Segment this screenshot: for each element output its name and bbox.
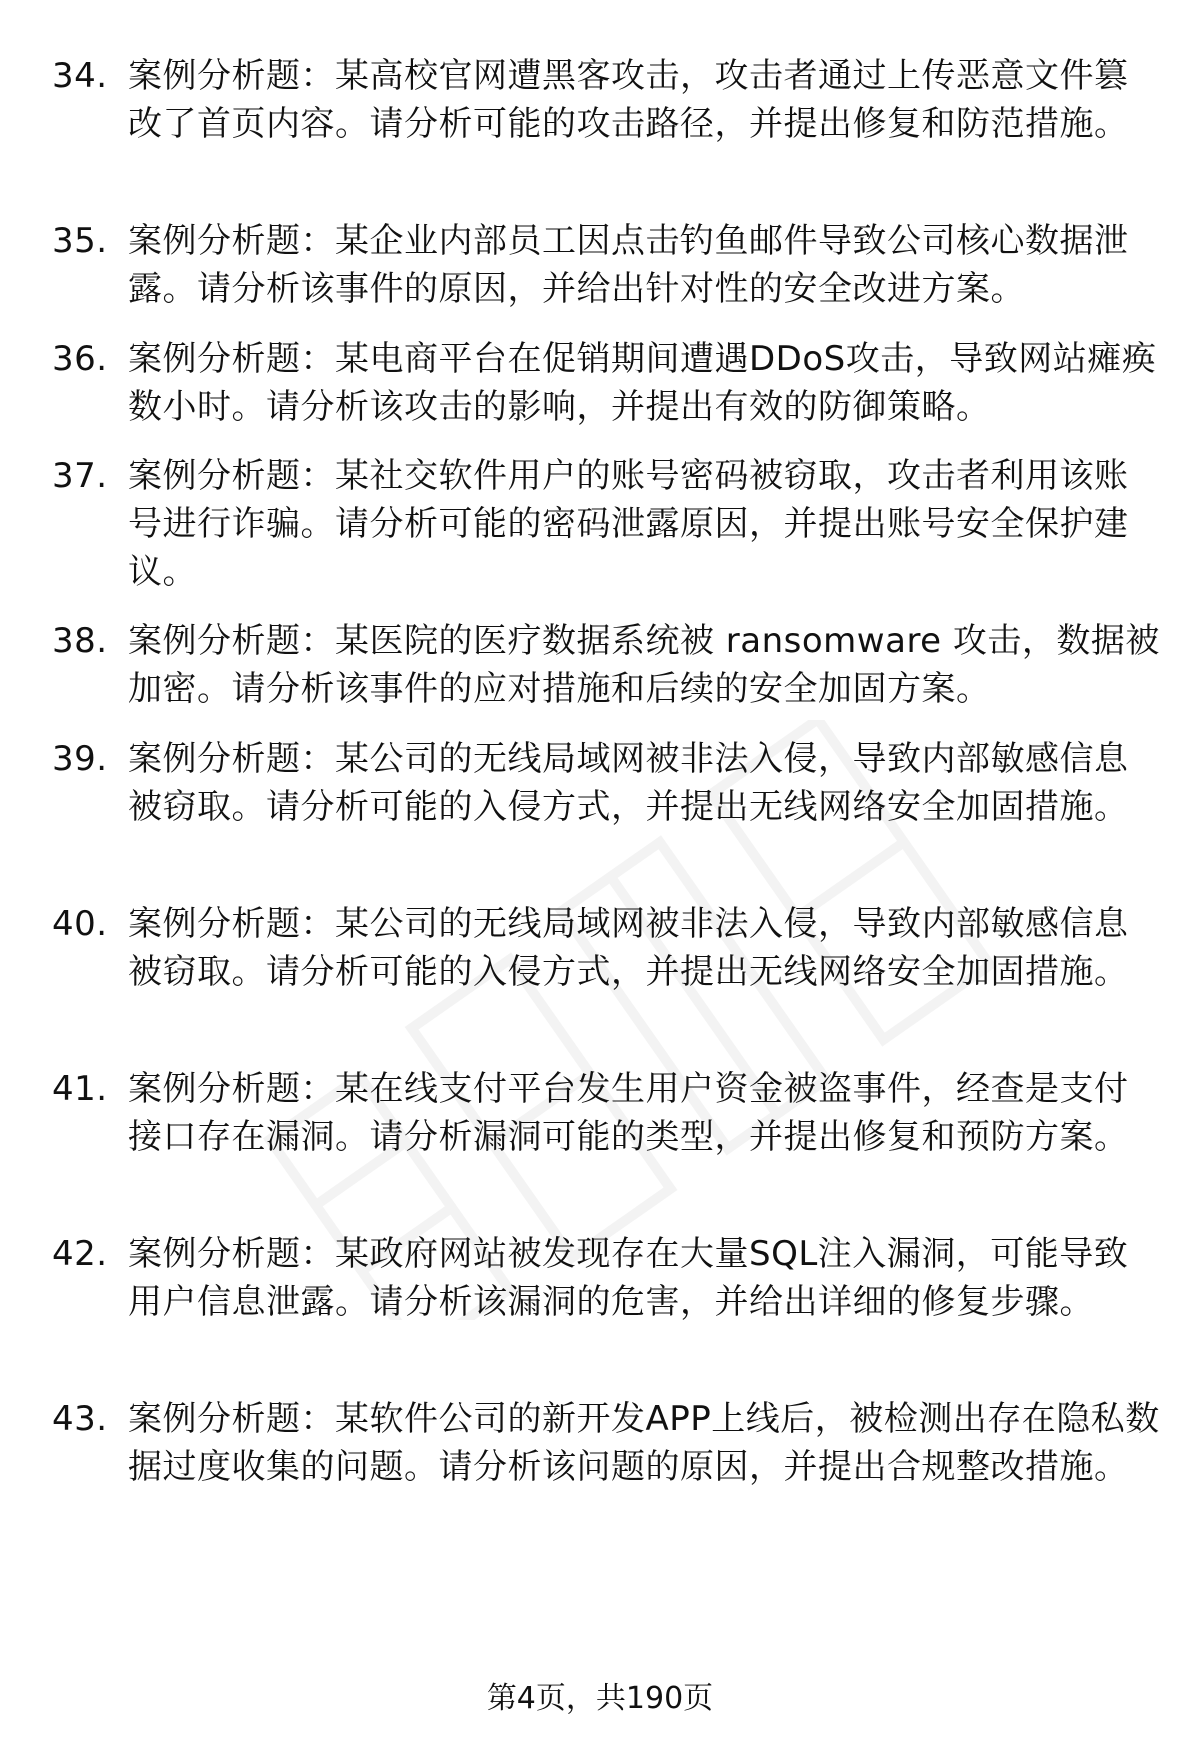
- question-text: 案例分析题：某高校官网遭黑客攻击，攻击者通过上传恶意文件篡改了首页内容。请分析可能的攻击路径，并提出修复和防范措施。: [128, 56, 1129, 144]
- question-text: 案例分析题：某软件公司的新开发APP上线后，被检测出存在隐私数据过度收集的问题。请分析该问题的原因，并提出合规整改措施。: [128, 1399, 1160, 1487]
- question-number: 36.: [52, 339, 108, 379]
- question-number: 42.: [52, 1234, 108, 1274]
- question-item: [52, 617, 1162, 713]
- question-item: [52, 335, 1162, 431]
- question-number: 41.: [52, 1069, 108, 1109]
- question-number: 34.: [52, 56, 108, 96]
- question-text: 案例分析题：某政府网站被发现存在大量SQL注入漏洞，可能导致用户信息泄露。请分析该漏洞的危害，并给出详细的修复步骤。: [128, 1234, 1129, 1322]
- question-number: 35.: [52, 221, 108, 261]
- question-item: [52, 900, 1162, 996]
- question-item: [52, 1065, 1162, 1161]
- question-item: [52, 52, 1162, 148]
- question-item: [52, 1230, 1162, 1326]
- question-item: [52, 452, 1162, 596]
- question-text: 案例分析题：某公司的无线局域网被非法入侵，导致内部敏感信息被窃取。请分析可能的入侵方式，并提出无线网络安全加固措施。: [128, 904, 1129, 992]
- question-text: 案例分析题：某在线支付平台发生用户资金被盗事件，经查是支付接口存在漏洞。请分析漏洞可能的类型，并提出修复和预防方案。: [128, 1069, 1129, 1157]
- question-item: [52, 1395, 1162, 1491]
- question-text: 案例分析题：某社交软件用户的账号密码被窃取，攻击者利用该账号进行诈骗。请分析可能的密码泄露原因，并提出账号安全保护建议。: [128, 456, 1129, 592]
- question-number: 38.: [52, 621, 108, 661]
- question-item: [52, 735, 1162, 831]
- question-number: 40.: [52, 904, 108, 944]
- page-footer: 第4页，共190页: [486, 1681, 714, 1716]
- question-item: [52, 217, 1162, 313]
- question-text: 案例分析题：某医院的医疗数据系统被 ransomware 攻击，数据被加密。请分析该事件的应对措施和后续的安全加固方案。: [128, 621, 1160, 709]
- question-text: 案例分析题：某电商平台在促销期间遭遇DDoS攻击，导致网站瘫痪数小时。请分析该攻击的影响，并提出有效的防御策略。: [128, 339, 1157, 427]
- question-number: 37.: [52, 456, 108, 496]
- question-number: 43.: [52, 1399, 108, 1439]
- question-text: 案例分析题：某公司的无线局域网被非法入侵，导致内部敏感信息被窃取。请分析可能的入侵方式，并提出无线网络安全加固措施。: [128, 739, 1129, 827]
- question-number: 39.: [52, 739, 108, 779]
- question-text: 案例分析题：某企业内部员工因点击钓鱼邮件导致公司核心数据泄露。请分析该事件的原因，并给出针对性的安全改进方案。: [128, 221, 1129, 309]
